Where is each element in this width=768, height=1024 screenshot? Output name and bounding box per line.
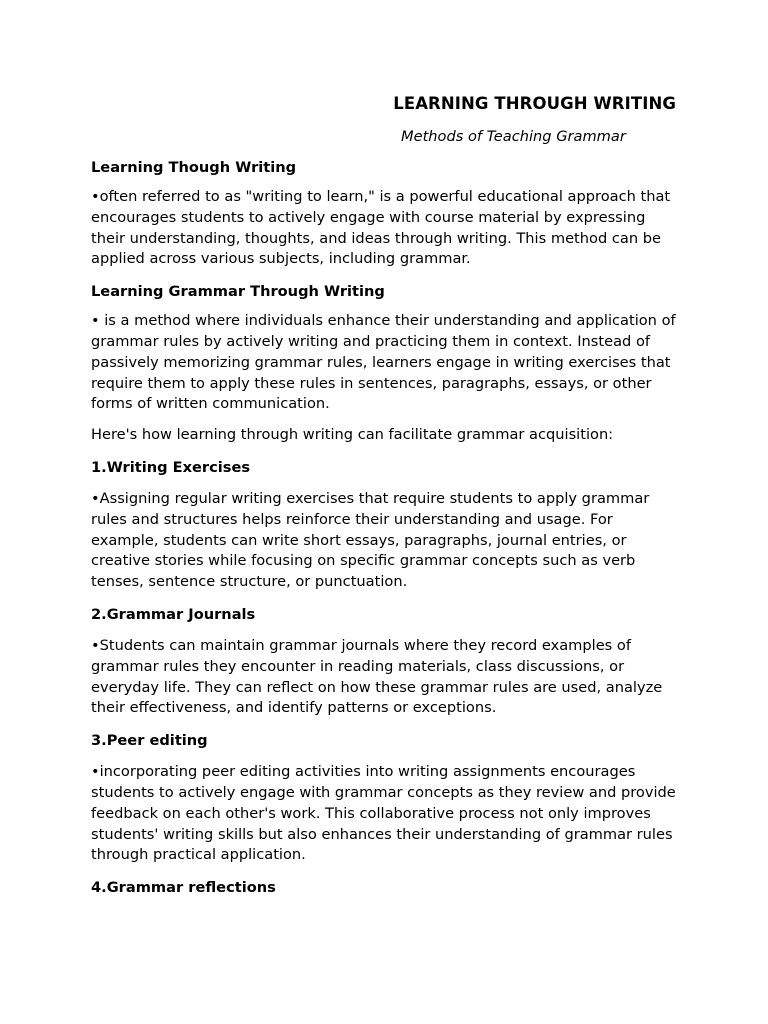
- section-heading-learning-though-writing: Learning Though Writing: [91, 159, 297, 176]
- item-heading-grammar-journals: 2.Grammar Journals: [91, 605, 256, 623]
- item-body-writing-exercises: •Assigning regular writing exercises that require students to apply grammar rules and structures helps reinforce their understanding and usage. For example, students can write short essays, paragraphs, journal entries, or creative stories while focusing on specific grammar concepts such as verb tenses, sentence structure, or punctuation.: [91, 489, 650, 591]
- item-body-peer-editing: •incorporating peer editing activities into writing assignments encourages students to actively engage with grammar concepts as they review and provide feedback on each other's work. This collaborative process not only improves students' writing skills but also enhances their understanding of grammar rules through practical application.: [91, 763, 676, 864]
- item-heading-peer-editing: 3.Peer editing: [91, 732, 208, 750]
- intro-paragraph: Here's how learning through writing can facilitate grammar acquisition:: [91, 426, 614, 444]
- item-heading-writing-exercises: 1.Writing Exercises: [91, 458, 251, 476]
- document-subtitle: Methods of Teaching Grammar: [401, 128, 626, 145]
- item-heading-grammar-reflections: 4.Grammar reflections: [91, 879, 276, 897]
- item-body-grammar-journals: •Students can maintain grammar journals where they record examples of grammar rules they encounter in reading materials, class discussions, or everyday life. They can reflect on how these grammar rules are used, analyze their effectiveness, and identify patterns or exceptions.: [91, 636, 663, 717]
- section-body-learning-though-writing: •often referred to as "writing to learn," is a powerful educational approach that encourages students to actively engage with course material by expressing their understanding, thoughts, and ideas through writing. This method can be applied across various subjects, including grammar.: [91, 188, 671, 268]
- section-body-learning-grammar-through-writing: • is a method where individuals enhance their understanding and application of grammar rules by actively writing and practicing them in context. Instead of passively memorizing grammar rules, learners engage in writing exercises that require them to apply these rules in sentences, paragraphs, essays, or other forms of written communication.: [91, 312, 676, 413]
- document-title: LEARNING THROUGH WRITING: [393, 94, 676, 113]
- section-heading-learning-grammar-through-writing: Learning Grammar Through Writing: [91, 283, 385, 301]
